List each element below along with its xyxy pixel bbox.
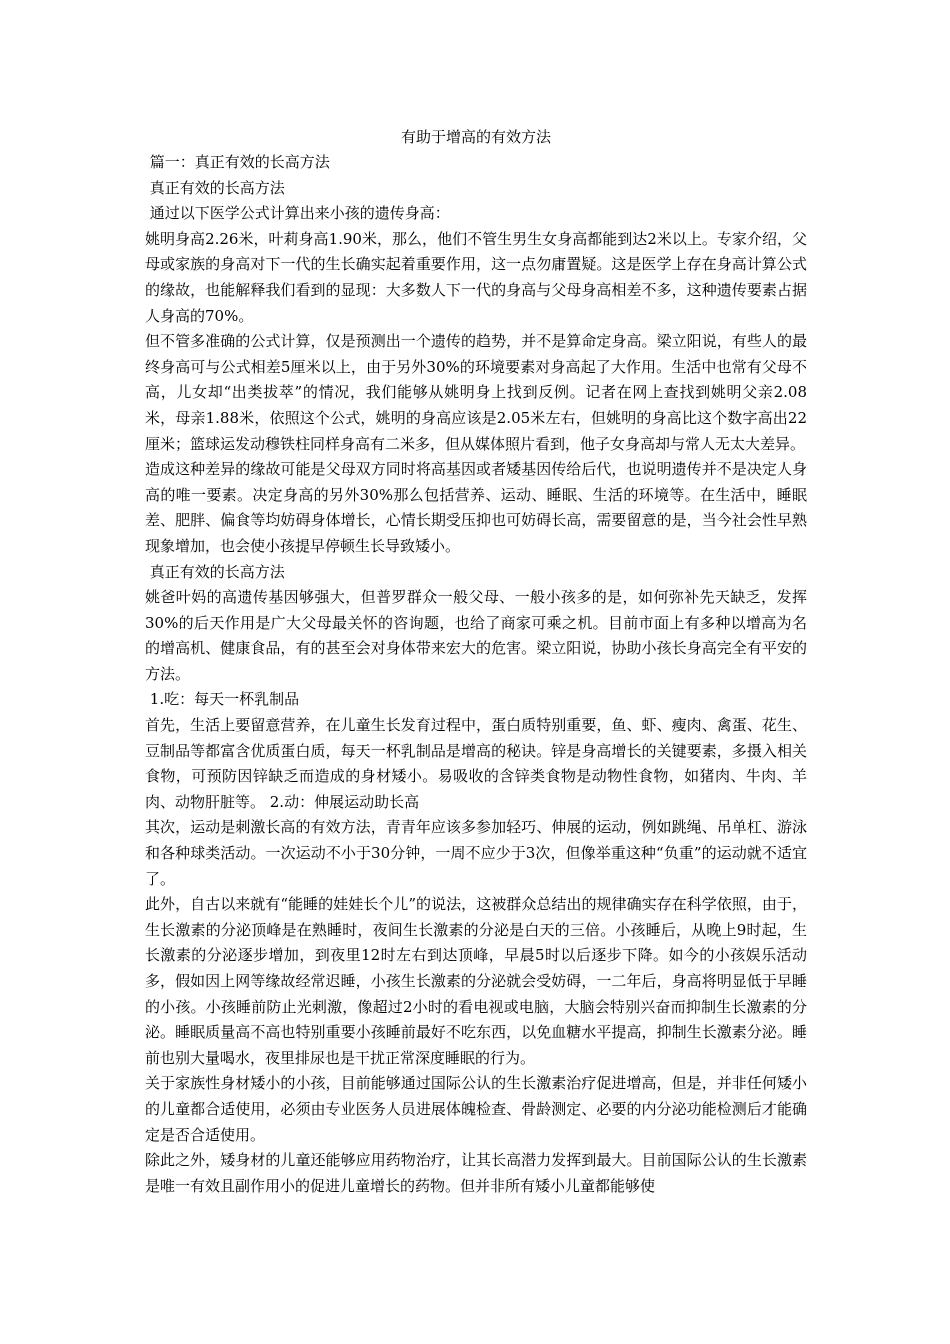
paragraph: 除此之外，矮身材的儿童还能够应用药物治疗，让其长高潜力发挥到最大。目前国际公认的生长激素是唯一有效且副作用小的促进儿童增长的药物。但并非所有矮小儿童都能够使 <box>145 1151 807 1195</box>
subheading-eat: 1.吃：每天一杯乳制品 <box>145 690 300 709</box>
intro-line: 通过以下医学公式计算出来小孩的遗传身高： <box>145 204 450 223</box>
paragraph: 造成这种差异的缘故可能是父母双方同时将高基因或者矮基因传给后代，也说明遗传并不是决定人身高的唯一要素。决定身高的另外30%那么包括营养、运动、睡眠、生活的环境等。在生活中，睡眠差、肥胖、偏食等均妨碍身体增长，心情长期受压抑也可妨碍长高，需要留意的是，当今社会性早熟现象增加，也会使小孩提早停顿生长导致矮小。 <box>145 460 807 555</box>
paragraph: 其次，运动是刺激长高的有效方法，青青年应该多参加轻巧、伸展的运动，例如跳绳、吊单杠、游泳和各种球类活动。一次运动不小于30分钟，一周不应少于3次，但像举重这种“负重”的运动就不适宜了。 <box>145 818 807 888</box>
paragraph: 此外，自古以来就有“能睡的娃娃长个儿”的说法，这被群众总结出的规律确实存在科学依照，由于，生长激素的分泌顶峰是在熟睡时，夜间生长激素的分泌是白天的三倍。小孩睡后，从晚上9时起，生长激素的分泌逐步增加，到夜里12时左右到达顶峰，早晨5时以后逐步下降。如今的小孩娱乐活动多，假如因上网等缘故经常迟睡，小孩生长激素的分泌就会受妨碍，一二年后，身高将明显低于早睡的小孩。小孩睡前防止光刺激，像超过2小时的看电视或电脑，大脑会特别兴奋而抑制生长激素的分泌。睡眠质量高不高也特别重要小孩睡前最好不吃东西，以免血糖水平提高，抑制生长激素分泌。睡前也别大量喝水，夜里排尿也是干扰正常深度睡眠的行为。 <box>145 895 807 1067</box>
section-heading: 篇一：真正有效的长高方法 <box>145 153 330 171</box>
document-title: 有助于增高的有效方法 <box>400 128 551 146</box>
paragraph: 姚爸叶妈的高遗传基因够强大，但普罗群众一般父母、一般小孩多的是，如何弥补先天缺乏，发挥30%的后天作用是广大父母最关怀的咨询题，也给了商家可乘之机。目前市面上有多种以增高为名的增高机、健康食品，有的甚至会对身体带来宏大的危害。梁立阳说，协助小孩长身高完全有平安的方法。 <box>145 588 807 683</box>
paragraph: 但不管多准确的公式计算，仅是预测出一个遗传的趋势，并不是算命定身高。梁立阳说，有些人的最终身高可与公式相差5厘米以上，由于另外30%的环境要素对身高起了大作用。生活中也常有父母不高，儿女却“出类拔萃”的情况，我们能够从姚明身上找到反例。记者在网上查找到姚明父亲2.08米，母亲1.88米，依照这个公式，姚明的身高应该是2.05米左右，但姚明的身高比这个数字高出22厘米；篮球运发动穆铁柱同样身高有二米多，但从媒体照片看到，他子女身高却与常人无太大差异。 <box>145 332 807 453</box>
document-page <box>145 124 807 1199</box>
subheading: 真正有效的长高方法 <box>145 562 285 581</box>
paragraph: 首先，生活上要留意营养，在儿童生长发育过程中，蛋白质特别重要，鱼、虾、瘦肉、禽蛋、花生、豆制品等都富含优质蛋白质，每天一杯乳制品是增高的秘诀。锌是身高增长的关键要素，多摄入相关食物，可预防因锌缺乏而造成的身材矮小。易吸收的含锌类食物是动物性食物，如猪肉、牛肉、羊肉、动物肝脏等。 2.动：伸展运动助长高 <box>145 716 807 811</box>
subheading: 真正有效的长高方法 <box>145 178 285 197</box>
paragraph: 关于家族性身材矮小的小孩，目前能够通过国际公认的生长激素治疗促进增高，但是，并非任何矮小的儿童都合适使用，必须由专业医务人员进展体魄检查、骨龄测定、必要的内分泌功能检测后才能确定是否合适使用。 <box>145 1074 807 1144</box>
paragraph: 姚明身高2.26米，叶莉身高1.90米，那么，他们不管生男生女身高都能到达2米以上。专家介绍，父母或家族的身高对下一代的生长确实起着重要作用，这一点勿庸置疑。这是医学上存在身高计算公式的缘故，也能解释我们看到的显现：大多数人下一代的身高与父母身高相差不多，这种遗传要素占据人身高的70%。 <box>145 229 807 325</box>
